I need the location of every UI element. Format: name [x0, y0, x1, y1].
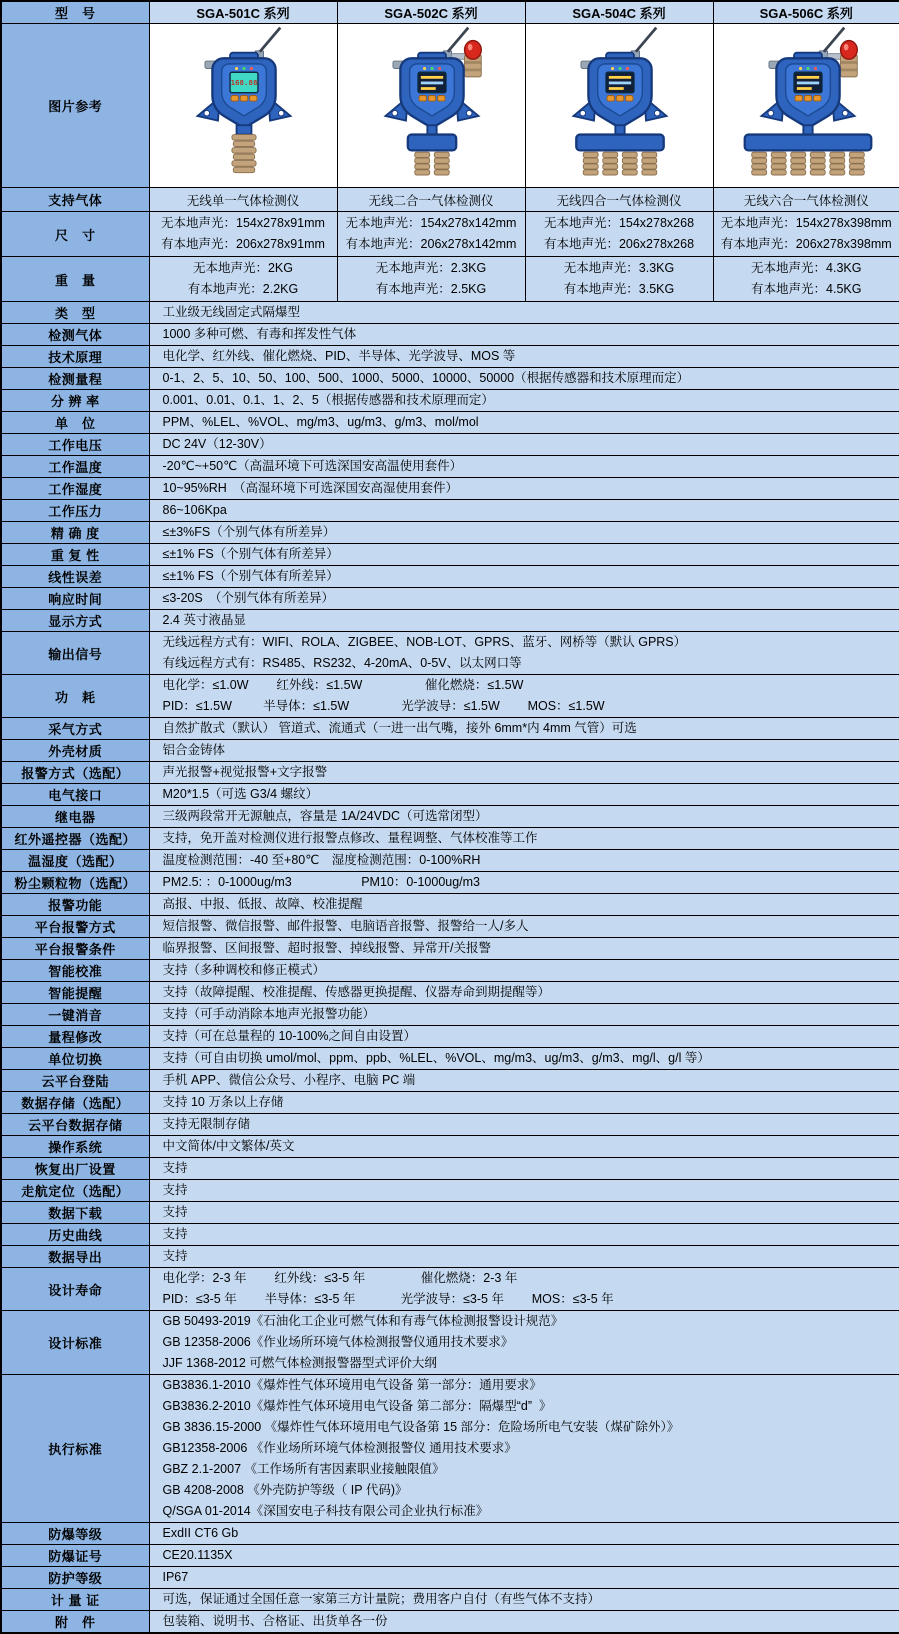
- spec-value-line: 支持无限制存储: [163, 1114, 896, 1135]
- spec-label: 云平台数据存储: [1, 1114, 149, 1136]
- spec-value: [149, 544, 899, 566]
- spec-row: [1, 1070, 899, 1092]
- spec-value-line: 支持（可手动消除本地声光报警功能）: [163, 1004, 896, 1025]
- spec-value-line: CE20.1135X: [163, 1545, 896, 1566]
- spec-value-line: 电化学：≤1.0W 红外线：≤1.5W 催化燃烧：≤1.5W: [163, 675, 896, 696]
- spec-row: [1, 1136, 899, 1158]
- spec-value-line: 电化学、红外线、催化燃烧、PID、半导体、光学波导、MOS 等: [163, 346, 896, 367]
- spec-row: [1, 434, 899, 456]
- spec-value: [149, 434, 899, 456]
- spec-value-line: 支持（可在总量程的 10-100%之间自由设置）: [163, 1026, 896, 1047]
- spec-value: [149, 1545, 899, 1567]
- spec-value-line: 1000 多种可燃、有毒和挥发性气体: [163, 324, 896, 345]
- gas-value: 无线单一气体检测仪: [149, 188, 337, 212]
- sga-502c-device-image: [338, 24, 526, 182]
- product-image-cell: [149, 24, 337, 188]
- spec-value-line: 三级两段常开无源触点，容量是 1A/24VDC（可选常闭型）: [163, 806, 896, 827]
- spec-value: [149, 588, 899, 610]
- spec-value: [149, 1114, 899, 1136]
- spec-value-line: 温度检测范围：-40 至+80℃ 湿度检测范围：0-100%RH: [163, 850, 896, 871]
- product-image-cell: [713, 24, 899, 188]
- spec-value-line: IP67: [163, 1567, 896, 1588]
- spec-row: [1, 302, 899, 324]
- spec-value: [149, 1026, 899, 1048]
- spec-row: [1, 412, 899, 434]
- spec-label: 工作压力: [1, 500, 149, 522]
- spec-label: 响应时间: [1, 588, 149, 610]
- weight-line: 有本地声光：4.5KG: [715, 279, 899, 300]
- weight-row: [1, 257, 899, 302]
- spec-value-line: PID：≤1.5W 半导体：≤1.5W 光学波导：≤1.5W MOS：≤1.5W: [163, 696, 896, 717]
- spec-value-line: 临界报警、区间报警、超时报警、掉线报警、异常开/关报警: [163, 938, 896, 959]
- weight-line: 有本地声光：2.5KG: [339, 279, 524, 300]
- dimensions-value: [337, 212, 525, 257]
- dim-line: 无本地声光：154x278x142mm: [339, 213, 524, 234]
- weight-value: [525, 257, 713, 302]
- sga-504c-device: [527, 24, 713, 180]
- spec-row: [1, 872, 899, 894]
- spec-row: [1, 1246, 899, 1268]
- spec-row: [1, 1180, 899, 1202]
- spec-value: [149, 390, 899, 412]
- gas-row-label: 支持气体: [1, 188, 149, 212]
- spec-label: 继电器: [1, 806, 149, 828]
- sga-501c-device-image: [150, 24, 338, 182]
- spec-label: 历史曲线: [1, 1224, 149, 1246]
- spec-label: 输出信号: [1, 632, 149, 675]
- spec-value-line: GBZ 2.1-2007 《工作场所有害因素职业接触限值》: [163, 1459, 896, 1480]
- spec-value-line: 支持 10 万条以上存储: [163, 1092, 896, 1113]
- spec-value-line: 电化学：2-3 年 红外线：≤3-5 年 催化燃烧：2-3 年: [163, 1268, 896, 1289]
- spec-value-line: DC 24V（12-30V）: [163, 434, 896, 455]
- sga-501c-device: [151, 24, 337, 180]
- spec-label: 附 件: [1, 1611, 149, 1634]
- svg-text:168.88: 168.88: [230, 78, 257, 87]
- spec-row: [1, 806, 899, 828]
- spec-row: [1, 324, 899, 346]
- spec-row: [1, 850, 899, 872]
- spec-row: [1, 718, 899, 740]
- spec-label: 一键消音: [1, 1004, 149, 1026]
- spec-label: 电气接口: [1, 784, 149, 806]
- spec-value-line: GB 12358-2006《作业场所环境气体检测报警仪通用技术要求》: [163, 1332, 896, 1353]
- spec-value-line: GB 50493-2019《石油化工企业可燃气体和有毒气体检测报警设计规范》: [163, 1311, 896, 1332]
- spec-label: 走航定位（选配）: [1, 1180, 149, 1202]
- spec-value-line: 铝合金铸体: [163, 740, 896, 761]
- spec-row: [1, 960, 899, 982]
- spec-value-line: Q/SGA 01-2014《深国安电子科技有限公司企业执行标准》: [163, 1501, 896, 1522]
- spec-value: [149, 610, 899, 632]
- spec-row: [1, 828, 899, 850]
- spec-value: [149, 894, 899, 916]
- spec-value: [149, 1611, 899, 1634]
- spec-label: 重 复 性: [1, 544, 149, 566]
- weight-line: 无本地声光：2.3KG: [339, 258, 524, 279]
- spec-row: [1, 784, 899, 806]
- spec-value: [149, 1202, 899, 1224]
- spec-value: [149, 1004, 899, 1026]
- spec-value-line: 支持: [163, 1202, 896, 1223]
- product-image-cell: [337, 24, 525, 188]
- spec-row: [1, 368, 899, 390]
- spec-value: [149, 346, 899, 368]
- spec-value-line: 手机 APP、微信公众号、小程序、电脑 PC 端: [163, 1070, 896, 1091]
- spec-value: [149, 1048, 899, 1070]
- spec-label: 数据存储（选配）: [1, 1092, 149, 1114]
- spec-row: [1, 1523, 899, 1545]
- spec-value: [149, 784, 899, 806]
- spec-value: [149, 828, 899, 850]
- spec-value: [149, 1158, 899, 1180]
- spec-value: [149, 302, 899, 324]
- spec-label: 执行标准: [1, 1375, 149, 1523]
- sga-504c-device-image: [526, 24, 714, 182]
- spec-label: 单位切换: [1, 1048, 149, 1070]
- spec-label: 恢复出厂设置: [1, 1158, 149, 1180]
- spec-value-line: GB12358-2006 《作业场所环境气体检测报警仪 通用技术要求》: [163, 1438, 896, 1459]
- spec-value: [149, 1224, 899, 1246]
- spec-value-line: 支持: [163, 1180, 896, 1201]
- spec-row: [1, 478, 899, 500]
- product-image-cell: [525, 24, 713, 188]
- spec-label: 设计标准: [1, 1311, 149, 1375]
- model-header-label: 型 号: [1, 1, 149, 24]
- gas-value: 无线六合一气体检测仪: [713, 188, 899, 212]
- spec-value-line: 支持，免开盖对检测仪进行报警点修改、量程调整、气体校准等工作: [163, 828, 896, 849]
- weight-line: 无本地声光：3.3KG: [527, 258, 712, 279]
- spec-row: [1, 1158, 899, 1180]
- spec-row: [1, 1311, 899, 1375]
- spec-value-line: 10~95%RH （高湿环境下可选深国安高湿使用套件）: [163, 478, 896, 499]
- spec-value: [149, 938, 899, 960]
- spec-value-line: GB3836.1-2010《爆炸性气体环境用电气设备 第一部分：通用要求》: [163, 1375, 896, 1396]
- spec-label: 防爆证号: [1, 1545, 149, 1567]
- spec-row: [1, 610, 899, 632]
- spec-label: 分 辨 率: [1, 390, 149, 412]
- spec-label: 技术原理: [1, 346, 149, 368]
- spec-label: 检测气体: [1, 324, 149, 346]
- spec-value: [149, 1589, 899, 1611]
- spec-row: [1, 916, 899, 938]
- dim-line: 有本地声光：206x278x91mm: [151, 234, 336, 255]
- spec-value-line: 无线远程方式有：WIFI、ROLA、ZIGBEE、NOB-LOT、GPRS、蓝牙、网桥等（默认 GPRS）: [163, 632, 896, 653]
- spec-value-line: GB3836.2-2010《爆炸性气体环境用电气设备 第二部分：隔爆型“d” 》: [163, 1396, 896, 1417]
- spec-value: [149, 1092, 899, 1114]
- spec-value: [149, 1523, 899, 1545]
- spec-value-line: 工业级无线固定式隔爆型: [163, 302, 896, 323]
- spec-value: [149, 850, 899, 872]
- spec-row: [1, 1589, 899, 1611]
- spec-value-line: 支持（故障提醒、校准提醒、传感器更换提醒、仪器寿命到期提醒等）: [163, 982, 896, 1003]
- spec-value-line: 0-1、2、5、10、50、100、500、1000、5000、10000、50000（根据传感器和技术原理而定）: [163, 368, 896, 389]
- spec-label: 单 位: [1, 412, 149, 434]
- spec-value: [149, 324, 899, 346]
- spec-value-line: 支持: [163, 1246, 896, 1267]
- spec-value-line: JJF 1368-2012 可燃气体检测报警器型式评价大纲: [163, 1353, 896, 1374]
- spec-row: [1, 1545, 899, 1567]
- spec-row: [1, 675, 899, 718]
- dimensions-value: [149, 212, 337, 257]
- spec-label: 精 确 度: [1, 522, 149, 544]
- spec-label: 显示方式: [1, 610, 149, 632]
- weight-value: [149, 257, 337, 302]
- spec-value-line: 高报、中报、低报、故障、校准提醒: [163, 894, 896, 915]
- model-header-row: [1, 1, 899, 24]
- supported-gas-row: [1, 188, 899, 212]
- spec-value-line: 0.001、0.01、0.1、1、2、5（根据传感器和技术原理而定）: [163, 390, 896, 411]
- spec-row: [1, 894, 899, 916]
- spec-value: [149, 1268, 899, 1311]
- spec-value: [149, 675, 899, 718]
- weight-line: 无本地声光：4.3KG: [715, 258, 899, 279]
- model-sga-502c: SGA-502C 系列: [337, 1, 525, 24]
- spec-value-line: 支持（多种调校和修正模式）: [163, 960, 896, 981]
- sga-506c-device-image: [714, 24, 899, 182]
- spec-label: 检测量程: [1, 368, 149, 390]
- spec-label: 平台报警方式: [1, 916, 149, 938]
- spec-value: [149, 456, 899, 478]
- weight-value: [713, 257, 899, 302]
- spec-row: [1, 500, 899, 522]
- spec-row: [1, 1224, 899, 1246]
- spec-label: 工作湿度: [1, 478, 149, 500]
- spec-row: [1, 1375, 899, 1523]
- weight-line: 有本地声光：3.5KG: [527, 279, 712, 300]
- dim-line: 有本地声光：206x278x142mm: [339, 234, 524, 255]
- spec-value: [149, 806, 899, 828]
- spec-value: [149, 368, 899, 390]
- weight-row-label: 重 量: [1, 257, 149, 302]
- spec-label: 智能校准: [1, 960, 149, 982]
- spec-value: [149, 916, 899, 938]
- spec-value-line: 支持: [163, 1158, 896, 1179]
- gas-value: 无线四合一气体检测仪: [525, 188, 713, 212]
- weight-line: 有本地声光：2.2KG: [151, 279, 336, 300]
- spec-value: [149, 1136, 899, 1158]
- spec-label: 防爆等级: [1, 1523, 149, 1545]
- spec-row: [1, 740, 899, 762]
- spec-value-line: 中文简体/中文繁体/英文: [163, 1136, 896, 1157]
- spec-value: [149, 1567, 899, 1589]
- spec-value: [149, 982, 899, 1004]
- spec-value: [149, 632, 899, 675]
- spec-label: 红外遥控器（选配）: [1, 828, 149, 850]
- spec-row: [1, 938, 899, 960]
- spec-value-line: 短信报警、微信报警、邮件报警、电脑语音报警、报警给一人/多人: [163, 916, 896, 937]
- spec-label: 云平台登陆: [1, 1070, 149, 1092]
- spec-value-line: 自然扩散式（默认） 管道式、流通式（一进一出气嘴，接外 6mm*内 4mm 气管）可选: [163, 718, 896, 739]
- spec-label: 线性误差: [1, 566, 149, 588]
- spec-row: [1, 982, 899, 1004]
- spec-value-line: 支持: [163, 1224, 896, 1245]
- spec-row: [1, 346, 899, 368]
- spec-value: [149, 1180, 899, 1202]
- spec-value: [149, 478, 899, 500]
- spec-value-line: ≤±1% FS（个别气体有所差异）: [163, 566, 896, 587]
- spec-value-line: PPM、%LEL、%VOL、mg/m3、ug/m3、g/m3、mol/mol: [163, 412, 896, 433]
- sga-502c-device: [339, 24, 525, 180]
- spec-label: 平台报警条件: [1, 938, 149, 960]
- spec-label: 数据导出: [1, 1246, 149, 1268]
- spec-value: [149, 500, 899, 522]
- spec-value: [149, 762, 899, 784]
- spec-label: 报警功能: [1, 894, 149, 916]
- spec-row: [1, 566, 899, 588]
- spec-row: [1, 762, 899, 784]
- sga-506c-device: [715, 24, 899, 180]
- spec-value-line: 2.4 英寸液晶显: [163, 610, 896, 631]
- spec-label: 设计寿命: [1, 1268, 149, 1311]
- spec-label: 粉尘颗粒物（选配）: [1, 872, 149, 894]
- spec-label: 量程修改: [1, 1026, 149, 1048]
- spec-label: 操作系统: [1, 1136, 149, 1158]
- spec-row: [1, 1048, 899, 1070]
- weight-value: [337, 257, 525, 302]
- spec-value-line: M20*1.5（可选 G3/4 螺纹）: [163, 784, 896, 805]
- dimensions-row-label: 尺 寸: [1, 212, 149, 257]
- dim-line: 无本地声光：154x278x268: [527, 213, 712, 234]
- spec-value: [149, 718, 899, 740]
- spec-row: [1, 1268, 899, 1311]
- spec-label: 采气方式: [1, 718, 149, 740]
- spec-row: [1, 1092, 899, 1114]
- spec-value: [149, 1375, 899, 1523]
- spec-value-line: ExdII CT6 Gb: [163, 1523, 896, 1544]
- spec-row: [1, 1567, 899, 1589]
- spec-label: 智能提醒: [1, 982, 149, 1004]
- dimensions-value: [713, 212, 899, 257]
- spec-value-line: GB 4208-2008 《外壳防护等级（ IP 代码)》: [163, 1480, 896, 1501]
- spec-value-line: 声光报警+视觉报警+文字报警: [163, 762, 896, 783]
- spec-value: [149, 522, 899, 544]
- spec-value-line: -20℃~+50℃（高温环境下可选深国安高温使用套件）: [163, 456, 896, 477]
- spec-value: [149, 960, 899, 982]
- spec-label: 工作温度: [1, 456, 149, 478]
- spec-label: 报警方式（选配）: [1, 762, 149, 784]
- spec-label: 功 耗: [1, 675, 149, 718]
- spec-label: 数据下载: [1, 1202, 149, 1224]
- dim-line: 有本地声光：206x278x268: [527, 234, 712, 255]
- spec-value: [149, 872, 899, 894]
- spec-value: [149, 1246, 899, 1268]
- spec-row: [1, 588, 899, 610]
- spec-row: [1, 544, 899, 566]
- spec-value-line: PID：≤3-5 年 半导体：≤3-5 年 光学波导：≤3-5 年 MOS：≤3-5 年: [163, 1289, 896, 1310]
- spec-value: [149, 412, 899, 434]
- spec-value-line: ≤±3%FS（个别气体有所差异）: [163, 522, 896, 543]
- model-sga-506c: SGA-506C 系列: [713, 1, 899, 24]
- spec-value-line: 包装箱、说明书、合格证、出货单各一份: [163, 1611, 896, 1632]
- spec-value-line: 可选，保证通过全国任意一家第三方计量院；费用客户自付（有些气体不支持）: [163, 1589, 896, 1610]
- spec-row: [1, 456, 899, 478]
- spec-row: [1, 1114, 899, 1136]
- spec-value: [149, 1311, 899, 1375]
- weight-line: 无本地声光：2KG: [151, 258, 336, 279]
- model-sga-504c: SGA-504C 系列: [525, 1, 713, 24]
- spec-value: [149, 1070, 899, 1092]
- model-sga-501c: SGA-501C 系列: [149, 1, 337, 24]
- spec-label: 外壳材质: [1, 740, 149, 762]
- dimensions-row: [1, 212, 899, 257]
- spec-value: [149, 740, 899, 762]
- dim-line: 无本地声光：154x278x91mm: [151, 213, 336, 234]
- spec-value-line: PM2.5: ：0-1000ug/m3 PM10：0-1000ug/m3: [163, 872, 896, 893]
- spec-value-line: 86~106Kpa: [163, 500, 896, 521]
- dim-line: 有本地声光：206x278x398mm: [715, 234, 899, 255]
- gas-value: 无线二合一气体检测仪: [337, 188, 525, 212]
- spec-row: [1, 1611, 899, 1634]
- spec-row: [1, 1004, 899, 1026]
- spec-value: [149, 566, 899, 588]
- spec-row: [1, 632, 899, 675]
- spec-value-line: 支持（可自由切换 umol/mol、ppm、ppb、%LEL、%VOL、mg/m3、ug/m3、g/m3、mg/l、g/l 等）: [163, 1048, 896, 1069]
- image-row-label: 图片参考: [1, 24, 149, 188]
- spec-row: [1, 390, 899, 412]
- spec-value-line: ≤±1% FS（个别气体有所差异）: [163, 544, 896, 565]
- dimensions-value: [525, 212, 713, 257]
- spec-label: 温湿度（选配）: [1, 850, 149, 872]
- spec-row: [1, 1026, 899, 1048]
- spec-label: 类 型: [1, 302, 149, 324]
- dim-line: 无本地声光：154x278x398mm: [715, 213, 899, 234]
- spec-row: [1, 522, 899, 544]
- spec-value-line: GB 3836.15-2000 《爆炸性气体环境用电气设备第 15 部分：危险场所电气安装（煤矿除外）》: [163, 1417, 896, 1438]
- spec-value-line: 有线远程方式有：RS485、RS232、4-20mA、0-5V、以太网口等: [163, 653, 896, 674]
- spec-label: 计 量 证: [1, 1589, 149, 1611]
- spec-value-line: ≤3-20S （个别气体有所差异）: [163, 588, 896, 609]
- spec-row: [1, 1202, 899, 1224]
- spec-label: 防护等级: [1, 1567, 149, 1589]
- spec-label: 工作电压: [1, 434, 149, 456]
- image-row: [1, 24, 899, 188]
